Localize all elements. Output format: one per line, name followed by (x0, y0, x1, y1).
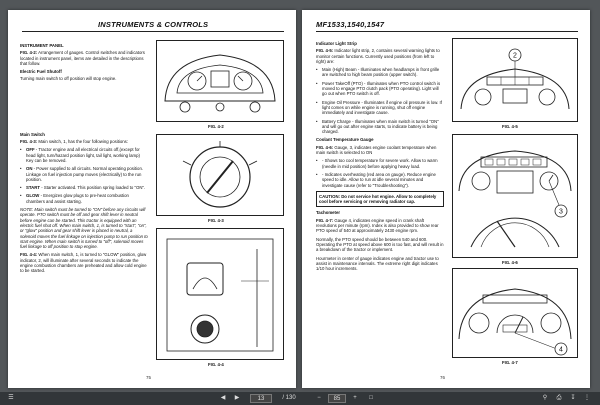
paragraph-tachometer: FIG. 4-7: Gauge 4, indicates engine speed in crank shaft revolutions per minute (rpm). Index is also provided to show rear PTO speed of 540 at approximately 2430 engine rpm. (316, 217, 439, 234)
page-header: MF1533,1540,1547 (316, 20, 385, 29)
prev-icon[interactable]: ◀ (220, 395, 226, 401)
list-item: • - Shows too cool temperature for severe work. Allow to warm (needle in mid position) before applying heavy load. (316, 158, 444, 169)
page-header: INSTRUMENTS & CONTROLS (98, 20, 209, 29)
search-icon[interactable]: ⚲ (542, 395, 548, 401)
glow-indicator-drawing (157, 229, 283, 359)
list-item: • GLOW - Energizes glow plugs to pre-heat combustion chambers and assist starting. (20, 193, 148, 204)
section-heading-main-switch: Main Switch (20, 131, 45, 137)
print-icon[interactable]: ⎙ (556, 395, 562, 401)
list-item: • ON - Power supplied to all circuits. Normal operating position. Linkage on fuel injection pump moves (electrically) to the run position. (20, 166, 148, 182)
zoom-in-icon[interactable]: + (353, 395, 357, 401)
caption-fig-4-6: FIG. 4-6 (502, 260, 518, 265)
paragraph-instrument-panel: FIG. 4-2: Arrangement of gauges. Control switches and indicators located in instrument panel, items are detailed in the descriptions that follow. (20, 50, 145, 66)
caption-fig-4-3: FIG. 4-3 (208, 218, 224, 223)
fit-icon[interactable]: □ (369, 395, 373, 401)
list-item: • Battery Charge - Illuminates when main switch is turned "ON" and will go out after engine starts, to indicate battery is being charged. (316, 119, 444, 135)
left-page (8, 10, 296, 388)
indicator-strip-drawing (453, 39, 577, 121)
callout-3: 3 (559, 208, 563, 216)
download-icon[interactable]: ↧ (570, 395, 576, 401)
page-number-input[interactable]: 13 (250, 394, 272, 403)
paragraph-indicator: FIG. 4-5: Indicator light strip, 2, contains several warning lights to monitor certain functions. Currently used positions (from left to right) are: (316, 48, 440, 64)
viewer-toolbar (0, 392, 600, 405)
zoom-out-icon[interactable]: − (317, 395, 321, 401)
paragraph-pto-speed: Normally, the PTO speed should be between 540 and 600. Operating the PTO at speed above 600 is too fast, and will result in a breakdown of the tractor or implement. (316, 236, 444, 253)
menu-icon[interactable]: ☰ (8, 395, 14, 401)
list-item: • OFF - Tractor engine and all electrical circuits off,(except for head light, turn/hazard position light, tail light, working lamp) Key can be removed. (20, 147, 148, 163)
header-rule (316, 31, 578, 32)
paragraph-coolant: FIG. 4-6: Gauge, 3, indicates engine coolant temperature when main switch is selected to ON (316, 144, 437, 156)
list-item: • Main (High) Beam - Illuminates when headlamps in front grille are switched to high beam position (upper switch). (316, 67, 444, 78)
next-icon[interactable]: ▶ (234, 395, 240, 401)
callout-4: 4 (559, 346, 563, 354)
paragraph-hourmeter: Hourmeter in center of gauge indicates engine and tractor use to assist in maintenance intervals. The extreme right digit indicates 1/10 hour increments. (316, 255, 439, 272)
caption-fig-4-5: FIG. 4-5 (502, 124, 518, 129)
list-item: • Engine Oil Pressure - Illuminates if engine oil pressure is low. If light comes on while engine is running, shut off engine immediately and investigate cause. (316, 100, 444, 116)
main-switch-positions (20, 147, 148, 204)
caution-box: CAUTION: Do not service hot engine. Allow to completely cool before servicing or removing radiator cap. (316, 191, 444, 208)
caption-fig-4-4: FIG. 4-4 (208, 362, 224, 367)
list-item: • START - Starter activated. This position spring loaded to "ON". (20, 185, 148, 190)
indicator-list (316, 67, 444, 134)
figure-4-3-main-switch (156, 134, 284, 216)
tachometer-drawing (453, 269, 577, 357)
paragraph-glow: FIG. 4-4: When main switch, 1, is turned to "GLOW" position, glow indicator, 2, will illuminate after several seconds to indicate the engine combustion chambers are preheated and allow cold engine to be started. (20, 252, 147, 274)
section-heading-indicator: Indicator Light Strip (316, 41, 357, 46)
coolant-list (316, 158, 444, 187)
section-heading-tachometer: Tachometer (316, 210, 341, 216)
callout-2: 2 (513, 52, 517, 60)
paragraph-main-switch: FIG. 4-3: Main switch, 1, has the four following positions: (20, 139, 128, 145)
header-rule (22, 31, 284, 32)
figure-4-4-glow-indicator (156, 228, 284, 360)
zoom-level[interactable]: 85 (328, 394, 346, 403)
left-text-column (20, 40, 148, 277)
total-pages: / 130 (282, 395, 296, 401)
list-item: • - Indicates overheating (red area on gauge). Reduce engine speed to idle. Allow to run at idle several minutes and investigate cause (refer to "Troubleshooting"). (316, 172, 444, 188)
figure-4-7-tachometer (452, 268, 578, 358)
page-number: 76 (440, 375, 446, 380)
coolant-gauge-drawing (453, 135, 577, 257)
caption-fig-4-7: FIG. 4-7 (502, 360, 518, 365)
list-item: • Power TakeOff (PTO) - Illuminates when PTO control switch is moved to engage PTO clutch pack (PTO operating). Light will go out when PTO switch is off. (316, 81, 444, 97)
right-text-column (316, 38, 444, 274)
note-paragraph: NOTE: Main switch must be turned to "ON" before any circuits will operate. PTO switch must be off and gear shift lever in neutral before engine can be started. This tractor is equipped with an electric fuel shut off. When main switch, 1, is turned to "start", "on", or "glow" position and gear shift lever is placed in neutral, a solenoid moves the fuel linkage on injection pump to run position to start engine. When main switch is turned to "off", solenoid moves fuel linkage to off position to stop engine. (20, 207, 148, 250)
section-heading-fuel-shutoff: Electric Fuel Shutoff (20, 69, 62, 75)
page-number: 75 (146, 375, 152, 380)
caption-fig-4-2: FIG. 4-2 (208, 124, 224, 129)
figure-4-2-instrument-panel (156, 40, 284, 122)
paragraph-fuel-shutoff: Turning main switch to off position will stop engine. (20, 76, 117, 82)
figure-4-5-indicator-strip (452, 38, 578, 122)
section-heading-coolant: Coolant Temperature Gauge (316, 137, 374, 143)
figure-4-6-coolant-gauge (452, 134, 578, 258)
right-page (302, 10, 590, 388)
instrument-panel-drawing (157, 41, 283, 121)
main-switch-drawing (157, 135, 283, 215)
more-icon[interactable]: ⋮ (584, 395, 590, 401)
section-heading-instrument-panel: INSTRUMENT PANEL (20, 43, 64, 48)
